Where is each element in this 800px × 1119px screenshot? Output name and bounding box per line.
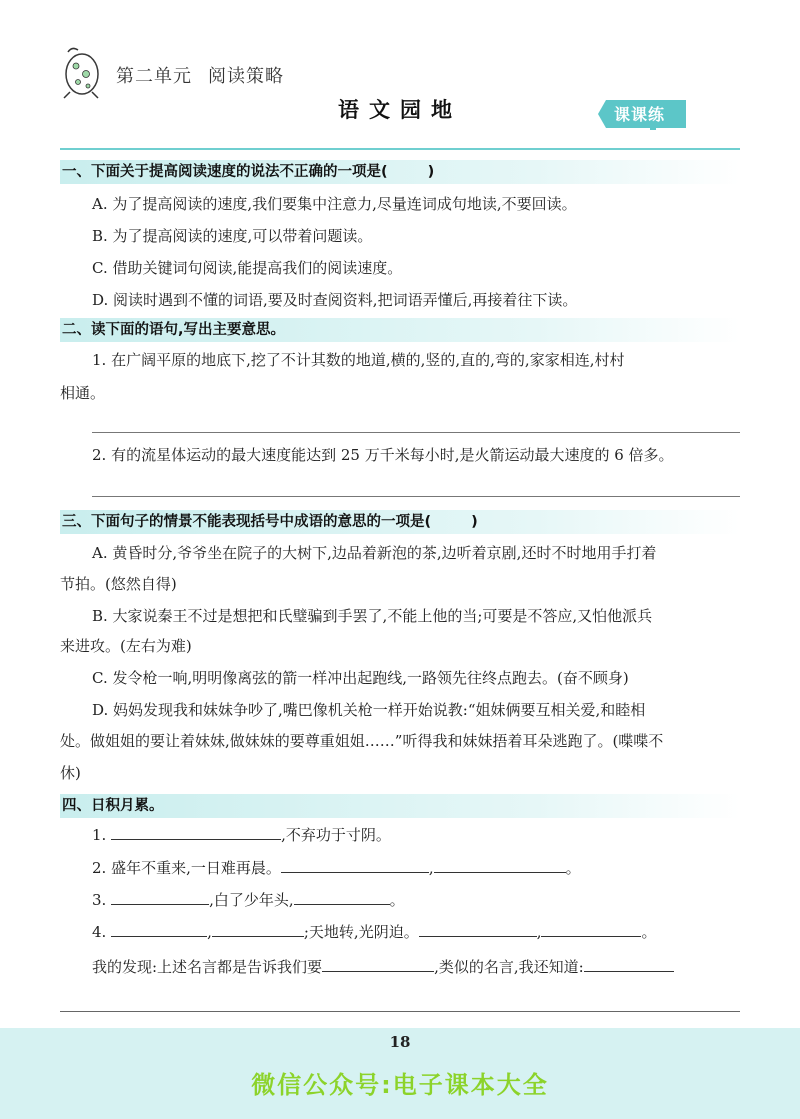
q3-close: ) [471,514,478,530]
q4-item3-period: 。 [389,891,405,909]
q1-option-b: B. 为了提高阅读的速度,可以带着问题读。 [92,227,373,245]
q2-item2: 2. 有的流星体运动的最大速度能达到 25 万千米每小时,是火箭运动最大速度的 6 倍多。 [92,446,674,464]
q3-option-d-line2: 处。做姐姐的要让着妹妹,做妹妹的要尊重姐姐……”听得我和妹妹捂着耳朵逃跑了。(喋喋不 [60,732,664,750]
q3-option-c: C. 发令枪一响,明明像离弦的箭一样冲出起跑线,一路领先往终点跑去。(奋不顾身) [92,669,629,687]
q3-title: 三、下面句子的情景不能表现括号中成语的意思的一项是( [62,514,432,530]
q3-option-a-line2: 节拍。(悠然自得) [60,575,177,593]
q4-item2-period: 。 [565,859,581,877]
q4-item2-blank-2[interactable] [434,858,566,873]
wechat-watermark: 微信公众号:电子课本大全 [251,1071,549,1099]
practice-tag-label: 课课练 [614,105,666,124]
q1-close: ) [427,164,435,180]
q2-answer-line-1[interactable] [92,432,740,433]
q4-discovery-blank-2[interactable] [584,957,674,972]
q2-heading [60,318,740,342]
q4-item4-period: 。 [641,923,657,941]
q4-item3-text: ,白了少年头, [209,891,294,909]
q3-heading [60,510,740,534]
q4-discovery-text-2: ,类似的名言,我还知道: [434,958,584,976]
q4-item4-number: 4. [92,923,107,941]
q2-item1-line2: 相通。 [60,384,106,402]
q1-heading [60,160,740,184]
q4-item1 [92,825,391,845]
page-number: 18 [389,1033,411,1051]
q4-item1-number: 1. [92,826,107,844]
q1-option-d: D. 阅读时遇到不懂的词语,要及时查阅资料,把词语弄懂后,再接着往下读。 [92,291,578,309]
q4-item3-number: 3. [92,891,107,909]
q4-item3-blank-1[interactable] [111,890,209,905]
q3-option-a-line1: A. 黄昏时分,爷爷坐在院子的大树下,边品着新泡的茶,边听着京剧,还时不时地用手打着 [92,544,657,562]
q4-item4-blank-1[interactable] [111,922,207,937]
q4-item4-blank-3[interactable] [419,922,537,937]
q2-item1-line1: 1. 在广阔平原的地底下,挖了不计其数的地道,横的,竖的,直的,弯的,家家相连,村村 [92,351,625,369]
header-divider [60,148,740,150]
q3-option-b-line2: 来进攻。(左右为难) [60,637,192,655]
q3-option-d-line1: D. 妈妈发现我和妹妹争吵了,嘴巴像机关枪一样开始说教:“姐妹俩要互相关爱,和睦相 [92,701,646,719]
q4-item2 [92,858,581,878]
q1-option-c: C. 借助关键词句阅读,能提高我们的阅读速度。 [92,259,403,277]
q3-option-b-line1: B. 大家说秦王不过是想把和氏璧骗到手罢了,不能上他的当;可要是不答应,又怕他派兵 [92,607,653,625]
q4-item4 [92,922,657,942]
cartoon-logo-icon [58,44,104,100]
q2-title: 二、读下面的语句,写出主要意思。 [62,322,286,338]
q4-item4-text: ;天地转,光阴迫。 [303,923,419,941]
q4-item4-blank-2[interactable] [212,922,304,937]
q4-discovery-blank-1[interactable] [322,957,434,972]
q4-discovery [92,957,674,977]
q4-discovery-text: 我的发现:上述名言都是告诉我们要 [92,958,323,976]
page-title: 语文园地 [338,97,462,122]
q4-item4-comma-1: , [207,923,212,941]
q1-title: 一、下面关于提高阅读速度的说法不正确的一项是( [62,164,388,180]
strategy-label: 阅读策略 [208,66,284,87]
unit-label: 第二单元 [116,66,192,87]
q4-title: 四、日积月累。 [62,798,164,814]
q4-item4-comma-2: , [536,923,542,941]
q4-item2-blank-1[interactable] [281,858,429,873]
unit-header [116,62,284,88]
q4-item3 [92,890,405,910]
q3-option-d-line3: 休) [60,764,81,782]
q4-item1-text: ,不弃功于寸阴。 [281,826,391,844]
q2-answer-line-2[interactable] [92,496,740,497]
q1-option-a: A. 为了提高阅读的速度,我们要集中注意力,尽量连词成句地读,不要回读。 [92,195,577,213]
q4-item2-comma: , [428,859,434,877]
q4-answer-line[interactable] [60,1011,740,1012]
q4-item2-text: 2. 盛年不重来,一日难再晨。 [92,859,281,877]
q4-heading [60,794,740,818]
q4-item4-blank-4[interactable] [541,922,641,937]
q4-item3-blank-2[interactable] [294,890,390,905]
q4-item1-blank[interactable] [111,825,281,840]
